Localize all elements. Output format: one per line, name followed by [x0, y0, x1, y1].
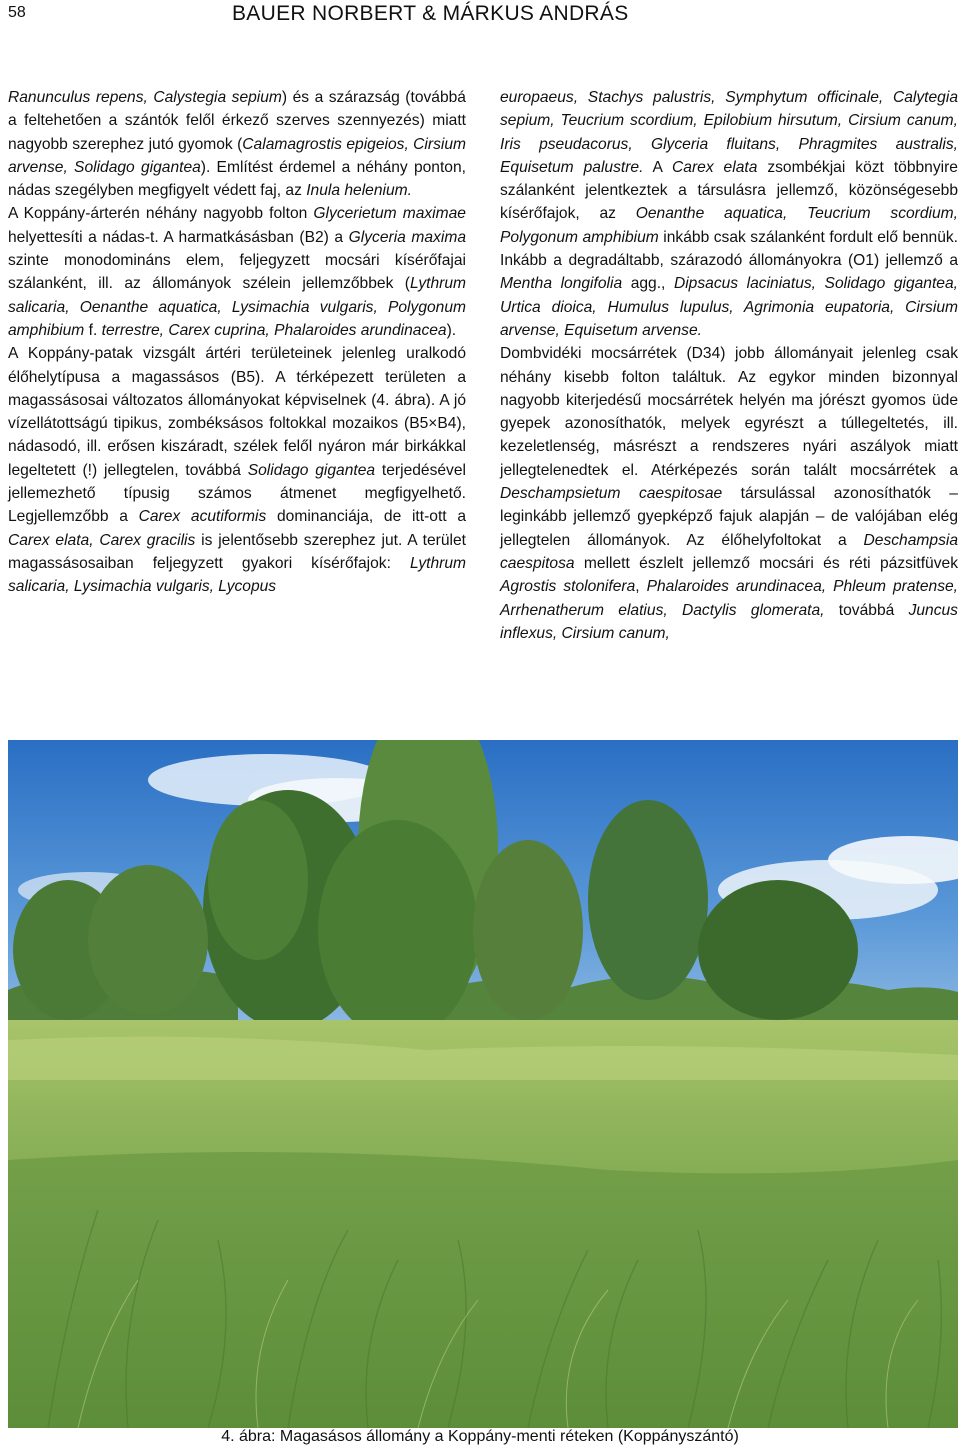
text-run: ). — [446, 321, 457, 339]
italic-species-name: Glyceria maxima — [348, 228, 467, 246]
text-run: mellett észlelt jellemző mocsári és réti pázsitfüvek — [574, 554, 958, 572]
text-run: ). Említést érdemel a néhány ponton, nádas szegélyben megfigyelt védett faj, az — [8, 158, 466, 200]
italic-species-name: Phalaroides arundinacea, Phleum pratense, Arrhenatherum elatius, Dactylis glomerata, — [500, 578, 958, 619]
italic-species-name: Juncus inflexus, Cirsium canum, — [500, 601, 958, 642]
paragraph — [8, 202, 466, 342]
text-run: Dombvidéki mocsárrétek (D34) jobb állományait jelenleg csak néhány kisebb folton találtuk. Az egykor minden bizonnyal nagyobb kiterjedésű mocsárrétek helyén ma jórészt gyomos üde gyepek azonosíthatók, melyek egyrészt a túllegeltetés, ill. kezeletlenség, másrészt a rendszeres nyári aszályok miatt jellegtelenedtek el. Atérképezés során talált mocsárrétek a — [500, 345, 958, 479]
italic-species-name: Carex elata, Carex gracilis — [8, 531, 196, 549]
text-run: f. — [84, 321, 102, 339]
paragraph — [500, 342, 958, 645]
text-run: zsombékjai közt többnyire szálanként jelentkeztek a társulásra jellemző, közönségesebb kísérőfajok, az — [500, 158, 958, 223]
italic-species-name: Lythrum salicaria, Oenanthe aquatica, Lysimachia vulgaris, Polygonum amphibium — [8, 275, 466, 339]
text-run: társulással azonosíthatók – leginkább jellemző gyepképző fajuk alapján – de valójában elég jellegtelen állományok. Az élőhelyfoltokat a — [500, 485, 958, 549]
italic-species-name: Mentha longifolia — [500, 275, 623, 293]
italic-species-name: Carex elata — [672, 158, 758, 176]
text-run: is jelentősebb szerephez jut. A terület magassásosaiban feljegyzett gyakori kísérőfajok: — [8, 531, 466, 572]
italic-species-name: Carex acutiformis — [138, 508, 267, 526]
italic-species-name: Ranunculus repens, Calystegia sepium — [8, 89, 282, 106]
italic-species-name: Lythrum salicaria, Lysimachia vulgaris, Lycopus — [8, 554, 466, 596]
text-run: helyettesíti a nádas-t. A harmatkásásban (B2) a — [8, 228, 349, 246]
page-header — [0, 0, 960, 30]
figure-caption: 4. ábra: Magasásos állomány a Koppány-menti réteken (Koppányszántó) — [221, 1428, 739, 1445]
text-run: A Koppány-árterén néhány nagyobb folton — [8, 205, 314, 223]
italic-species-name: Glycerietum maximae — [313, 205, 466, 223]
paragraph — [500, 86, 958, 342]
text-run: szinte monodomináns elem, feljegyzett mocsári kísérőfajai szálanként, ill. az állományok szélein jellemzőbbek ( — [8, 252, 466, 293]
italic-species-name: Oenanthe aquatica, Teucrium scordium, Polygonum amphibium — [500, 205, 958, 246]
text-run: dominanciája, de itt-ott a — [266, 508, 466, 526]
paragraph — [8, 86, 466, 202]
page-number: 58 — [8, 4, 26, 21]
left-text-column — [8, 86, 466, 599]
running-head-authors: BAUER NORBERT & MÁRKUS ANDRÁS — [232, 2, 629, 25]
text-run: A — [643, 158, 673, 176]
italic-species-name: Solidago gigantea — [247, 461, 376, 479]
text-run: agg., — [622, 275, 674, 293]
right-text-column — [500, 86, 958, 645]
italic-species-name: Agrostis stolonifera — [500, 578, 636, 596]
text-run: ) és a szárazság (továbbá a feltehetően a szántók felől érkező szerves szennyezés) miatt nagyobb szerephez jutó gyomok ( — [8, 89, 466, 153]
italic-species-name: Deschampsia caespitosa — [500, 531, 958, 572]
meadow-photograph — [8, 740, 958, 1428]
text-run: továbbá — [824, 601, 909, 619]
text-run: inkább csak szálanként fordult elő bennük. Inkább a degradáltabb, szárazodó állományokra (O1) jellemző a — [500, 228, 959, 270]
italic-species-name: europaeus, Stachys palustris, Symphytum officinale, Calytegia sepium, Teucrium scordium, Epilobium hirsutum, Cirsium canum, Iris pseudacorus, Glyceria fluitans, Phragmites australis, Equisetum palustre. — [500, 89, 958, 176]
italic-species-name: Calamagrostis epigeios, Cirsium arvense, Solidago gigantea — [8, 135, 467, 176]
text-run: , — [635, 578, 647, 596]
paragraph — [8, 342, 466, 598]
italic-species-name: Deschampsietum caespitosae — [500, 485, 723, 503]
italic-species-name: terrestre, Carex cuprina, Phalaroides arundinacea — [101, 321, 447, 339]
italic-species-name: Dipsacus laciniatus, Solidago gigantea, Urtica dioica, Humulus lupulus, Agrimonia eupatoria, Cirsium arvense, Equisetum arvense. — [500, 275, 958, 339]
text-run: A Koppány-patak vizsgált ártéri területeinek jelenleg uralkodó élőhelytípusa a magassásos (B5). A térképezett területen a magassásosai változatos állományokat képviselnek (4. ábra). A jó vízellátottságú tipikus, zombéksásos foltokkal mozaikos (B5×B4), nádasodó, ill. erősen kiszáradt, szélek felől nyáron már birkákkal legeltetett (!) jellegtelen, továbbá — [8, 345, 466, 479]
italic-species-name: Inula helenium. — [306, 182, 412, 200]
text-run: terjedésével jellemezhető típusig számos átmenet megfigyelhető. Legjellemzőbb a — [8, 461, 466, 526]
